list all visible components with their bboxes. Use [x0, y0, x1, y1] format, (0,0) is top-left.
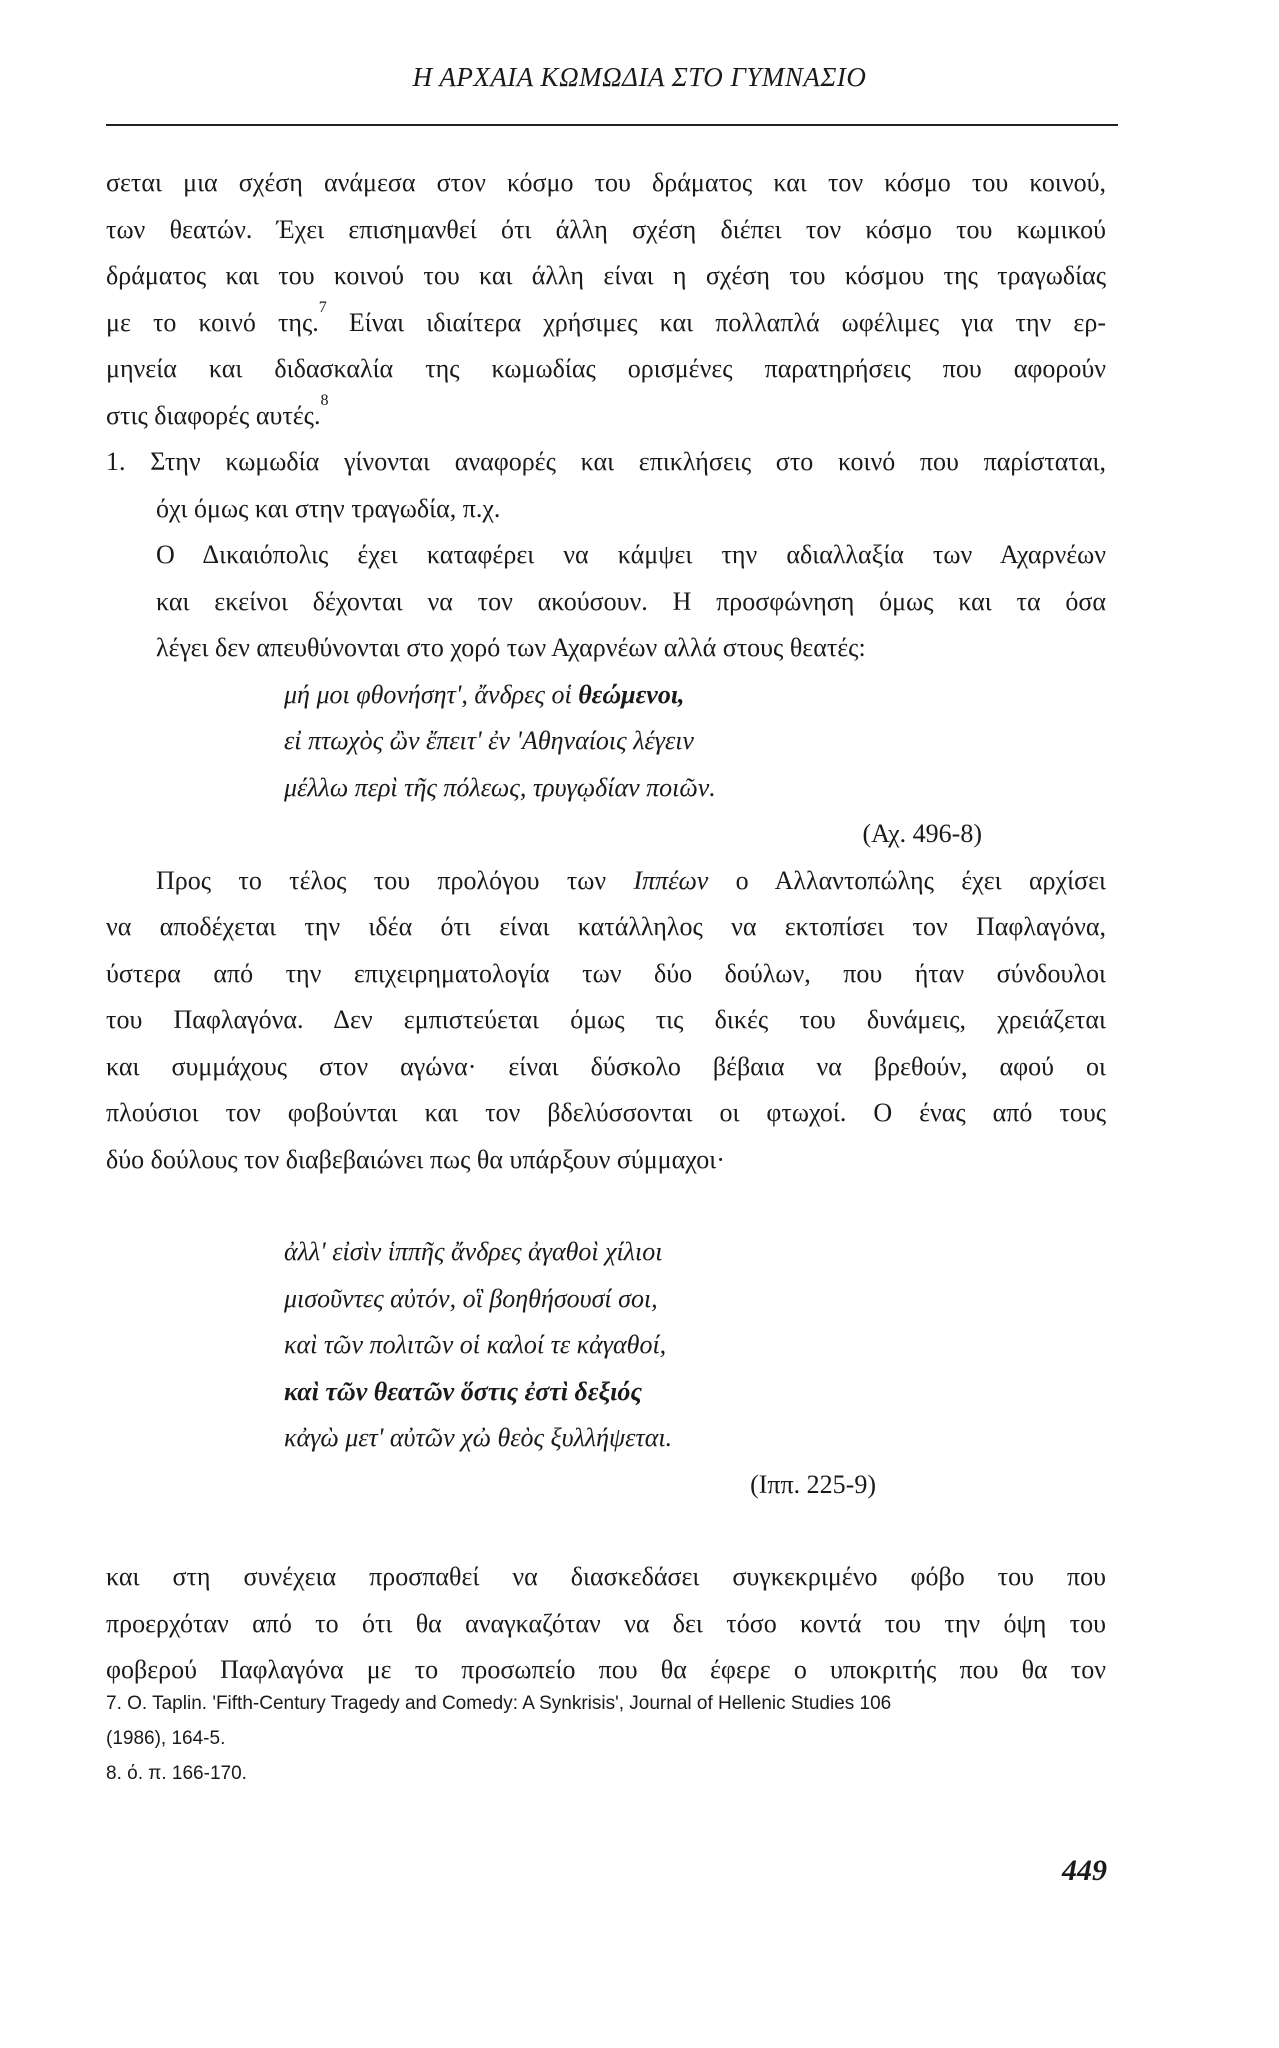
verse-segment: μή μοι φθονήσητ', ἄνδρες οἱ	[284, 679, 579, 709]
text-line: σεται μια σχέση ανάμεσα στον κόσμο του δράματος και τον κόσμο του κοινού,	[106, 168, 1106, 197]
text-segment: ο Αλλαντοπώλης έχει αρχίσει	[708, 865, 1106, 895]
header-rule	[106, 124, 1118, 126]
verse-line: καὶ τῶν πολιτῶν οἱ καλοί τε κἀγαθοί,	[284, 1330, 667, 1359]
footnote-ref-7: 7	[318, 298, 327, 316]
text-line: να αποδέχεται την ιδέα ότι είναι κατάλληλος να εκτοπίσει τον Παφλαγόνα,	[106, 912, 1106, 941]
verse-line	[106, 672, 1106, 719]
list-item-line: Ο Δικαιόπολις έχει καταφέρει να κάμψει την αδιαλλαξία των Αχαρνέων	[156, 540, 1106, 569]
verse-line-bold: καὶ τῶν θεατῶν ὅστις ἐστὶ δεξιός	[284, 1376, 642, 1406]
list-item-line: λέγει δεν απευθύνονται στο χορό των Αχαρνέων αλλά στους θεατές:	[156, 633, 866, 662]
spacer	[106, 1508, 1106, 1554]
list-item-line: όχι όμως και στην τραγωδία, π.χ.	[156, 493, 501, 523]
text-line: και συμμάχους στον αγώνα· είναι δύσκολο βέβαια να βρεθούν, αφού οι	[106, 1051, 1106, 1081]
text-line: δύο δούλους τον διαβεβαιώνει πως θα υπάρξουν σύμμαχοι·	[106, 1144, 725, 1174]
text-line	[106, 393, 1106, 440]
text-line: ύστερα από την επιχειρηματολογία των δύο δούλων, που ήταν σύνδουλοι	[106, 958, 1106, 988]
text-line: του Παφλαγόνα. Δεν εμπιστεύεται όμως τις δικές του δυνάμεις, χρειάζεται	[106, 1005, 1106, 1034]
spacer	[106, 1183, 1106, 1229]
footnote-ref-8: 8	[320, 391, 329, 409]
verse-line: εἰ πτωχὸς ὢν ἔπειτ' ἐν 'Αθηναίοις λέγειν	[284, 726, 694, 755]
text-line: μηνεία και διδασκαλία της κωμωδίας ορισμένες παρατηρήσεις που αφορούν	[106, 354, 1106, 383]
verse-line: μισοῦντες αὐτόν, οἳ βοηθήσουσί σοι,	[284, 1283, 658, 1313]
title-italic: Ιππέων	[633, 865, 709, 895]
text-line: φοβερού Παφλαγόνα με το προσωπείο που θα έφερε ο υποκριτής που θα τον	[106, 1655, 1106, 1684]
text-segment: με το κοινό της.	[106, 307, 319, 337]
running-header: Η ΑΡΧΑΙΑ ΚΩΜΩΔΙΑ ΣΤΟ ΓΥΜΝΑΣΙΟ	[412, 62, 867, 92]
verse-emphasis: θεώμενοι,	[578, 679, 685, 709]
footnotes	[106, 1686, 1106, 1791]
list-item-line: και εκείνοι δέχονται να τον ακούσουν. Η προσφώνηση όμως και τα όσα	[156, 586, 1106, 616]
text-line: δράματος και του κοινού του και άλλη είναι η σχέση του κόσμου της τραγωδίας	[106, 261, 1106, 290]
text-line: και στη συνέχεια προσπαθεί να διασκεδάσει συγκεκριμένο φόβο του που	[106, 1562, 1106, 1591]
verse-line: ἀλλ' εἰσὶν ἱππῆς ἄνδρες ἀγαθοὶ χίλιοι	[284, 1237, 663, 1266]
verse-reference: (Αχ. 496-8)	[862, 819, 982, 848]
verse-line: μέλλω περὶ τῆς πόλεως, τρυγῳδίαν ποιῶν.	[284, 772, 716, 802]
verse-reference: (Ιππ. 225-9)	[750, 1469, 876, 1499]
text-line	[106, 300, 1106, 347]
text-segment: Προς το τέλος του προλόγου των	[156, 865, 634, 895]
page-body	[106, 160, 1106, 1694]
text-line: πλούσιοι τον φοβούνται και τον βδελύσσονται οι φτωχοί. Ο ένας από τους	[106, 1098, 1106, 1127]
verse-line: κἀγὼ μετ' αὐτῶν χὠ θεὸς ξυλλήψεται.	[284, 1423, 673, 1452]
page-number: 449	[1062, 1854, 1107, 1887]
text-segment: στις διαφορές αυτές.	[106, 400, 321, 430]
text-line	[106, 858, 1106, 905]
footnote-7-cont: (1986), 164-5.	[106, 1728, 226, 1749]
footnote-7: 7. O. Taplin. 'Fifth-Century Tragedy and Comedy: A Synkrisis', Journal of Hellenic Studies 106	[106, 1693, 892, 1714]
footnote-8: 8. ό. π. 166-170.	[106, 1763, 247, 1784]
text-line: προερχόταν από το ότι θα αναγκαζόταν να δει τόσο κοντά του την όψη του	[106, 1608, 1106, 1638]
text-segment: Είναι ιδιαίτερα χρήσιμες και πολλαπλά ωφέλιμες για την ερ-	[326, 307, 1106, 337]
list-item-line: 1. Στην κωμωδία γίνονται αναφορές και επικλήσεις στο κοινό που παρίσταται,	[106, 447, 1106, 476]
text-line: των θεατών. Έχει επισημανθεί ότι άλλη σχέση διέπει τον κόσμο του κωμικού	[106, 214, 1106, 244]
